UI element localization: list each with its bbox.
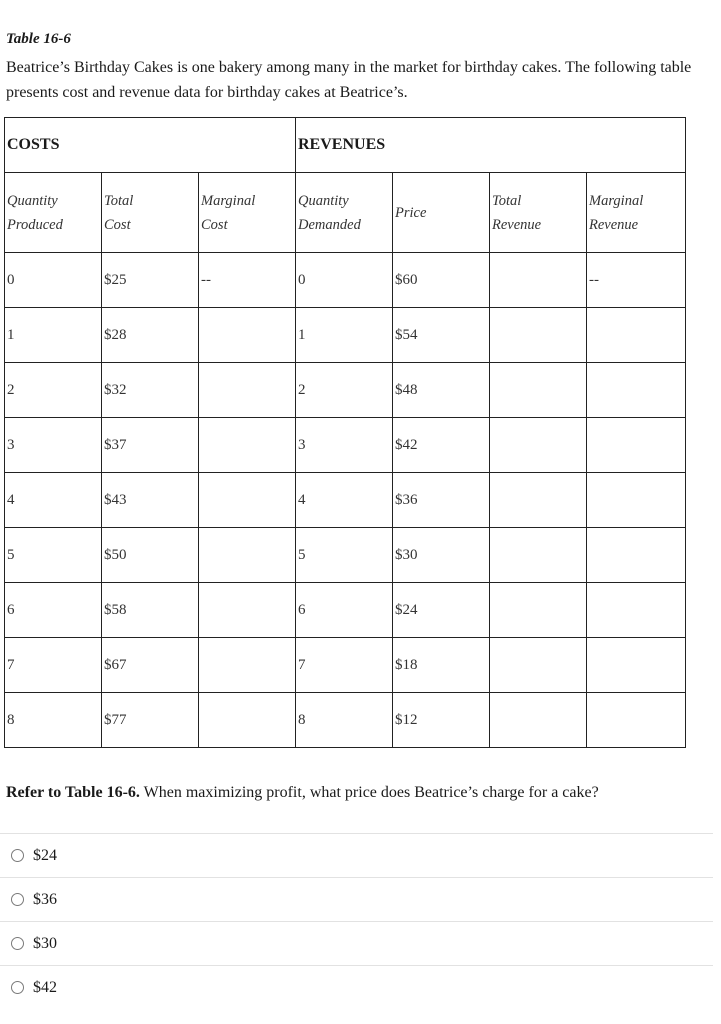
column-header-line: Quantity bbox=[7, 192, 58, 209]
table-cell: $54 bbox=[393, 308, 490, 363]
table-row bbox=[5, 253, 686, 308]
column-header-line: Marginal bbox=[201, 192, 256, 209]
answer-option-label: $24 bbox=[33, 846, 57, 864]
radio-button[interactable] bbox=[11, 849, 24, 862]
radio-button[interactable] bbox=[11, 937, 24, 950]
table-cell: $42 bbox=[393, 418, 490, 473]
table-cell: $50 bbox=[102, 528, 199, 583]
answer-option[interactable] bbox=[0, 921, 713, 965]
table-cell bbox=[587, 693, 686, 748]
column-header bbox=[296, 173, 393, 253]
table-row bbox=[5, 693, 686, 748]
radio-button[interactable] bbox=[11, 981, 24, 994]
table-row bbox=[5, 473, 686, 528]
table-cell: 1 bbox=[296, 308, 393, 363]
table-cell: $12 bbox=[393, 693, 490, 748]
table-cell: 7 bbox=[5, 638, 102, 693]
costs-section-header: COSTS bbox=[5, 118, 296, 173]
table-cell: $25 bbox=[102, 253, 199, 308]
question-reference: Refer to Table 16-6. bbox=[6, 784, 140, 801]
table-cell bbox=[490, 638, 587, 693]
table-cell bbox=[199, 528, 296, 583]
intro-text: Beatrice’s Birthday Cakes is one bakery among many in the market for birthday cakes. The following table presents cost and revenue data for birthday cakes at Beatrice’s. bbox=[6, 59, 692, 101]
column-header bbox=[199, 173, 296, 253]
column-header-line: Marginal bbox=[589, 192, 644, 209]
column-header-line: Total bbox=[492, 192, 522, 209]
table-cell: 0 bbox=[296, 253, 393, 308]
table-cell: 7 bbox=[296, 638, 393, 693]
table-title: Table 16-6 bbox=[6, 31, 71, 47]
column-header-line: Revenue bbox=[492, 216, 542, 233]
question-text bbox=[6, 782, 599, 804]
table-cell: $37 bbox=[102, 418, 199, 473]
table-cell bbox=[490, 693, 587, 748]
table-row bbox=[5, 638, 686, 693]
table-cell: 1 bbox=[5, 308, 102, 363]
table-cell: 0 bbox=[5, 253, 102, 308]
table-cell: $58 bbox=[102, 583, 199, 638]
table-row bbox=[5, 363, 686, 418]
table-cell bbox=[490, 473, 587, 528]
table-cell: $67 bbox=[102, 638, 199, 693]
table-cell: -- bbox=[199, 253, 296, 308]
table-cell: $43 bbox=[102, 473, 199, 528]
table-cell bbox=[199, 583, 296, 638]
column-header-line: Revenue bbox=[589, 216, 639, 233]
table-row bbox=[5, 418, 686, 473]
column-header-row bbox=[5, 173, 686, 253]
table-cell: 4 bbox=[296, 473, 393, 528]
column-header bbox=[393, 173, 490, 253]
table-cell bbox=[587, 308, 686, 363]
table-cell: 8 bbox=[5, 693, 102, 748]
question-body: When maximizing profit, what price does Beatrice’s charge for a cake? bbox=[139, 784, 599, 801]
column-header-line: Produced bbox=[7, 216, 63, 233]
table-cell bbox=[490, 253, 587, 308]
table-cell: 4 bbox=[5, 473, 102, 528]
table-cell bbox=[490, 363, 587, 418]
table-cell bbox=[587, 418, 686, 473]
cost-revenue-table bbox=[4, 117, 686, 748]
column-header-line: Cost bbox=[104, 216, 131, 233]
table-cell bbox=[587, 473, 686, 528]
table-cell: 5 bbox=[296, 528, 393, 583]
table-cell: $24 bbox=[393, 583, 490, 638]
table-cell: $60 bbox=[393, 253, 490, 308]
table-cell: $28 bbox=[102, 308, 199, 363]
table-cell: 3 bbox=[5, 418, 102, 473]
table-cell: $30 bbox=[393, 528, 490, 583]
column-header-line: Total bbox=[104, 192, 134, 209]
table-cell: 8 bbox=[296, 693, 393, 748]
table-row bbox=[5, 583, 686, 638]
table-cell bbox=[490, 308, 587, 363]
column-header-line: Quantity bbox=[298, 192, 349, 209]
table-cell: $48 bbox=[393, 363, 490, 418]
table-row bbox=[5, 528, 686, 583]
column-header-line: Demanded bbox=[298, 216, 361, 233]
radio-button[interactable] bbox=[11, 893, 24, 906]
answer-option-label: $42 bbox=[33, 978, 57, 996]
answer-option[interactable] bbox=[0, 833, 713, 877]
column-header-line: Price bbox=[395, 204, 427, 221]
table-cell bbox=[199, 693, 296, 748]
answer-option[interactable] bbox=[0, 965, 713, 1009]
column-header bbox=[5, 173, 102, 253]
table-cell: $18 bbox=[393, 638, 490, 693]
table-cell bbox=[587, 638, 686, 693]
table-cell bbox=[199, 473, 296, 528]
table-row bbox=[5, 308, 686, 363]
answer-option[interactable] bbox=[0, 877, 713, 921]
table-cell bbox=[490, 528, 587, 583]
table-cell bbox=[199, 363, 296, 418]
table-cell bbox=[587, 528, 686, 583]
answer-option-label: $30 bbox=[33, 934, 57, 952]
table-cell: 5 bbox=[5, 528, 102, 583]
table-cell: 2 bbox=[5, 363, 102, 418]
column-header bbox=[587, 173, 686, 253]
column-header bbox=[490, 173, 587, 253]
table-cell: 3 bbox=[296, 418, 393, 473]
table-cell bbox=[490, 583, 587, 638]
revenues-section-header: REVENUES bbox=[296, 118, 686, 173]
table-cell bbox=[587, 363, 686, 418]
table-cell: -- bbox=[587, 253, 686, 308]
column-header bbox=[102, 173, 199, 253]
table-cell bbox=[490, 418, 587, 473]
table-cell: $32 bbox=[102, 363, 199, 418]
table-cell bbox=[199, 418, 296, 473]
column-header-line: Cost bbox=[201, 216, 228, 233]
table-cell bbox=[199, 308, 296, 363]
answer-option-label: $36 bbox=[33, 890, 57, 908]
table-cell: $36 bbox=[393, 473, 490, 528]
table-cell bbox=[587, 583, 686, 638]
table-cell: 6 bbox=[5, 583, 102, 638]
table-cell: $77 bbox=[102, 693, 199, 748]
table-cell bbox=[199, 638, 296, 693]
answer-options bbox=[0, 833, 713, 1009]
table-cell: 6 bbox=[296, 583, 393, 638]
table-cell: 2 bbox=[296, 363, 393, 418]
